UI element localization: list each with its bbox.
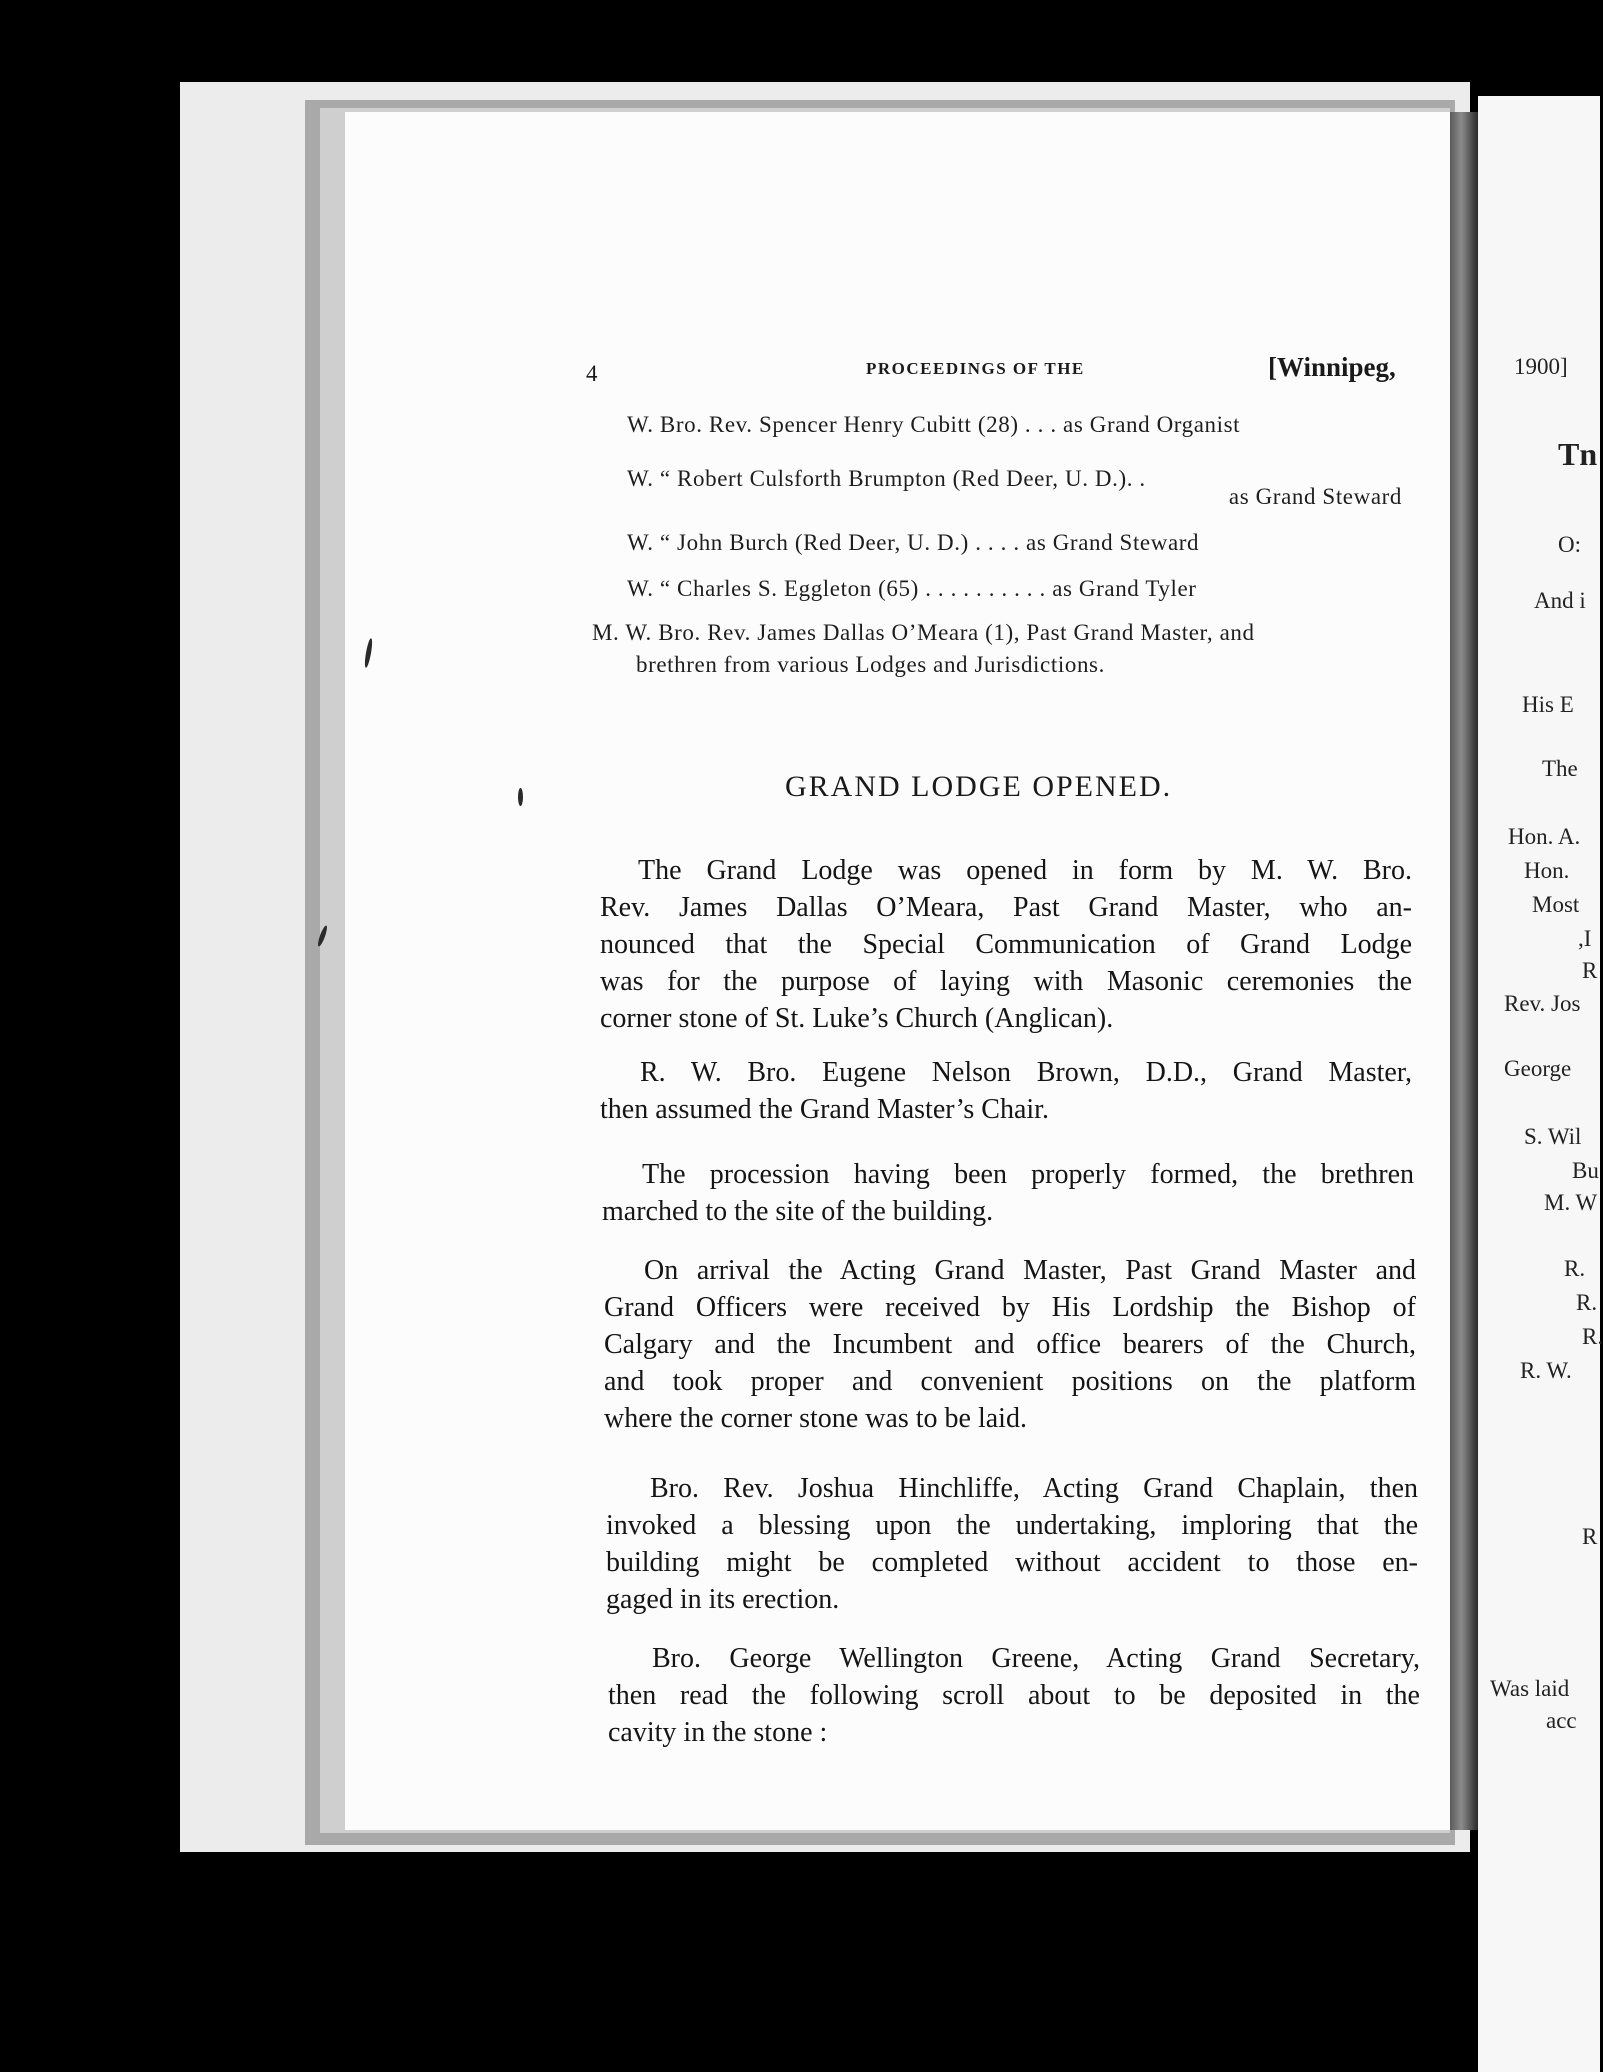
facing-fragment: Was laid — [1490, 1676, 1570, 1701]
paragraph-line: The Grand Lodge was opened in form by M. W. Bro. — [638, 855, 1412, 886]
facing-fragment: Rev. Jos — [1504, 991, 1581, 1016]
running-place: [Winnipeg, — [1268, 352, 1396, 382]
facing-fragment: R. W. — [1520, 1358, 1572, 1383]
facing-fragment: The — [1542, 756, 1578, 781]
facing-fragment: R — [1582, 958, 1598, 983]
facing-fragment: Bu — [1572, 1158, 1599, 1183]
paragraph — [606, 1470, 1418, 1618]
roster-line: M. W. Bro. Rev. James Dallas O’Meara (1), Past Grand Master, and — [592, 620, 1255, 645]
section-heading: GRAND LODGE OPENED. — [785, 770, 1173, 803]
facing-fragment: R — [1582, 1524, 1598, 1549]
paragraph — [608, 1640, 1420, 1751]
paragraph-line: gaged in its erection. — [606, 1584, 840, 1615]
facing-fragment: Most — [1532, 892, 1580, 917]
paragraph-line: and took proper and convenient positions on the platform — [604, 1366, 1416, 1397]
facing-fragment: R. — [1564, 1256, 1586, 1281]
paragraph-line: Bro. George Wellington Greene, Acting Grand Secretary, — [652, 1643, 1420, 1674]
paragraph-line: Grand Officers were received by His Lordship the Bishop of — [604, 1292, 1416, 1323]
paragraph-line: was for the purpose of laying with Masonic ceremonies the — [600, 966, 1412, 997]
paragraph-line: Bro. Rev. Joshua Hinchliffe, Acting Grand Chaplain, then — [650, 1473, 1418, 1504]
facing-fragment: George — [1504, 1056, 1572, 1081]
roster-role: as Grand Steward — [1228, 484, 1402, 509]
running-title: PROCEEDINGS OF THE — [866, 359, 1085, 378]
paragraph-line: The procession having been properly formed, the brethren — [642, 1159, 1414, 1190]
facing-fragment: R. — [1582, 1324, 1603, 1349]
facing-fragment: ,I — [1578, 926, 1592, 951]
paragraph — [600, 1054, 1412, 1128]
paragraph-line: then read the following scroll about to be deposited in the — [608, 1680, 1420, 1711]
paragraph-line: R. W. Bro. Eugene Nelson Brown, D.D., Grand Master, — [640, 1057, 1412, 1088]
paragraph-line: corner stone of St. Luke’s Church (Anglican). — [600, 1003, 1114, 1034]
paragraph — [602, 1156, 1414, 1230]
facing-fragment: M. W — [1544, 1190, 1598, 1215]
facing-year: 1900] — [1514, 354, 1568, 379]
facing-fragment: Hon. A. — [1508, 824, 1581, 849]
facing-fragment: His E — [1522, 692, 1574, 717]
paragraph-line: marched to the site of the building. — [602, 1196, 994, 1227]
paragraph-line: Calgary and the Incumbent and office bearers of the Church, — [604, 1329, 1416, 1360]
facing-fragment: And i — [1534, 588, 1586, 613]
paragraph-line: then assumed the Grand Master’s Chair. — [600, 1094, 1049, 1125]
paragraph-line: where the corner stone was to be laid. — [604, 1403, 1027, 1434]
paragraph-line: invoked a blessing upon the undertaking, imploring that the — [606, 1510, 1418, 1541]
paragraph-line: Rev. James Dallas O’Meara, Past Grand Master, who an- — [600, 892, 1412, 923]
paragraph — [604, 1252, 1416, 1437]
roster-line: W. Bro. Rev. Spencer Henry Cubitt (28) . . . as Grand Organist — [627, 412, 1241, 437]
facing-fragment: R. — [1576, 1290, 1598, 1315]
facing-fragment: acc — [1546, 1708, 1577, 1733]
paragraph-line: nounced that the Special Communication of Grand Lodge — [600, 929, 1412, 960]
roster-line: W. “ John Burch (Red Deer, U. D.) . . . . as Grand Steward — [627, 530, 1200, 555]
page-number: 4 — [586, 361, 598, 386]
scan-mark — [518, 788, 523, 806]
roster-line: W. “ Robert Culsforth Brumpton (Red Deer, U. D.). . — [627, 466, 1146, 491]
paragraph-line: On arrival the Acting Grand Master, Past Grand Master and — [644, 1255, 1416, 1286]
book-spine — [1450, 112, 1478, 1830]
facing-fragment: Hon. — [1524, 858, 1570, 883]
facing-page — [1478, 96, 1603, 2072]
roster-continuation: brethren from various Lodges and Jurisdictions. — [636, 652, 1105, 677]
facing-fragment: S. Wil — [1524, 1124, 1582, 1149]
paragraph — [600, 852, 1412, 1037]
roster-line: W. “ Charles S. Eggleton (65) . . . . . . . . . . as Grand Tyler — [627, 576, 1197, 601]
paragraph-line: cavity in the stone : — [608, 1717, 828, 1748]
facing-fragment: O: — [1558, 532, 1581, 557]
facing-fragment: Tn — [1558, 436, 1598, 472]
paragraph-line: building might be completed without accident to those en- — [606, 1547, 1418, 1578]
